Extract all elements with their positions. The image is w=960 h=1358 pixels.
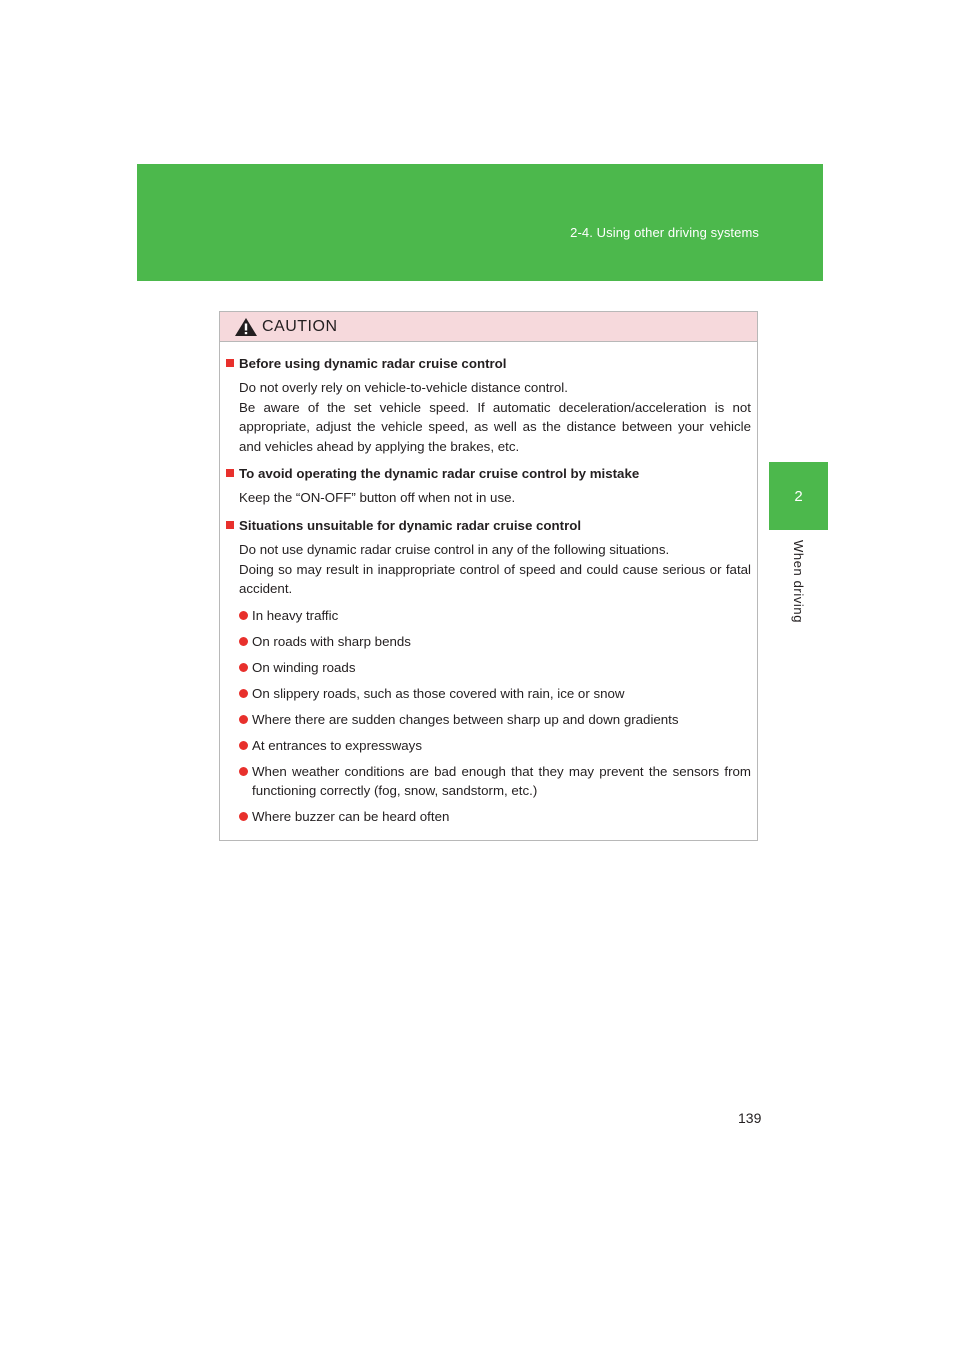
dot-bullet-icon: [239, 689, 248, 698]
caution-box: [219, 311, 758, 841]
section-heading: [226, 354, 751, 373]
section-heading: [226, 464, 751, 483]
dot-bullet-icon: [239, 637, 248, 646]
paragraph: Doing so may result in inappropriate control of speed and could cause serious or fatal accident.: [239, 561, 751, 597]
list-item-text: On roads with sharp bends: [252, 633, 411, 649]
caution-section: [226, 354, 751, 456]
caution-section: [226, 464, 751, 508]
paragraph: Keep the “ON-OFF” button off when not in use.: [239, 490, 516, 506]
paragraph: Do not overly rely on vehicle-to-vehicle distance control.: [239, 380, 568, 395]
header-band: [137, 164, 823, 281]
dot-bullet-icon: [239, 611, 248, 620]
list-item: [226, 736, 751, 756]
section-heading-text: Before using dynamic radar cruise control: [239, 356, 507, 371]
caution-body: [220, 342, 757, 827]
list-item: [226, 606, 751, 626]
page-number: 139: [738, 1110, 762, 1126]
list-item: [226, 807, 751, 827]
list-item-text: In heavy traffic: [252, 607, 339, 623]
list-item-text: At entrances to expressways: [252, 737, 422, 753]
list-item: [226, 658, 751, 678]
dot-bullet-icon: [239, 663, 248, 672]
chapter-label: When driving: [791, 540, 806, 624]
dot-bullet-icon: [239, 715, 248, 724]
list-item: [226, 684, 751, 704]
chapter-label-container: [769, 540, 828, 630]
list-item: [226, 710, 751, 730]
list-item-text: On winding roads: [252, 659, 356, 675]
situation-list: [226, 606, 751, 827]
caution-header: [220, 312, 757, 342]
square-bullet-icon: [226, 359, 234, 367]
dot-bullet-icon: [239, 767, 248, 776]
chapter-tab: [769, 462, 828, 530]
list-item-text: Where buzzer can be heard often: [252, 809, 450, 825]
paragraph: Do not use dynamic radar cruise control in any of the following situations.: [239, 541, 670, 557]
caution-title: CAUTION: [262, 317, 338, 335]
square-bullet-icon: [226, 521, 234, 529]
section-heading: [226, 516, 751, 535]
chapter-number: 2: [794, 487, 803, 505]
section-heading-text: To avoid operating the dynamic radar cruise control by mistake: [239, 466, 640, 482]
list-item-text: Where there are sudden changes between sharp up and down gradients: [252, 711, 679, 727]
warning-triangle-icon: [234, 317, 258, 337]
dot-bullet-icon: [239, 741, 248, 750]
list-item: [226, 632, 751, 652]
caution-section: [226, 516, 751, 827]
list-item-text: When weather conditions are bad enough that they may prevent the sensors from functioning correctly (fog, snow, sandstorm, etc.): [252, 763, 751, 799]
section-title: 2-4. Using other driving systems: [570, 225, 759, 240]
list-item: [226, 762, 751, 801]
square-bullet-icon: [226, 469, 234, 477]
list-item-text: On slippery roads, such as those covered with rain, ice or snow: [252, 685, 625, 701]
section-heading-text: Situations unsuitable for dynamic radar cruise control: [239, 517, 582, 533]
dot-bullet-icon: [239, 812, 248, 821]
paragraph: Be aware of the set vehicle speed. If automatic deceleration/acceleration is not appropriate, adjust the vehicle speed, as well as the distance between your vehicle and vehicles ahead by applying the brakes, etc.: [239, 399, 751, 454]
